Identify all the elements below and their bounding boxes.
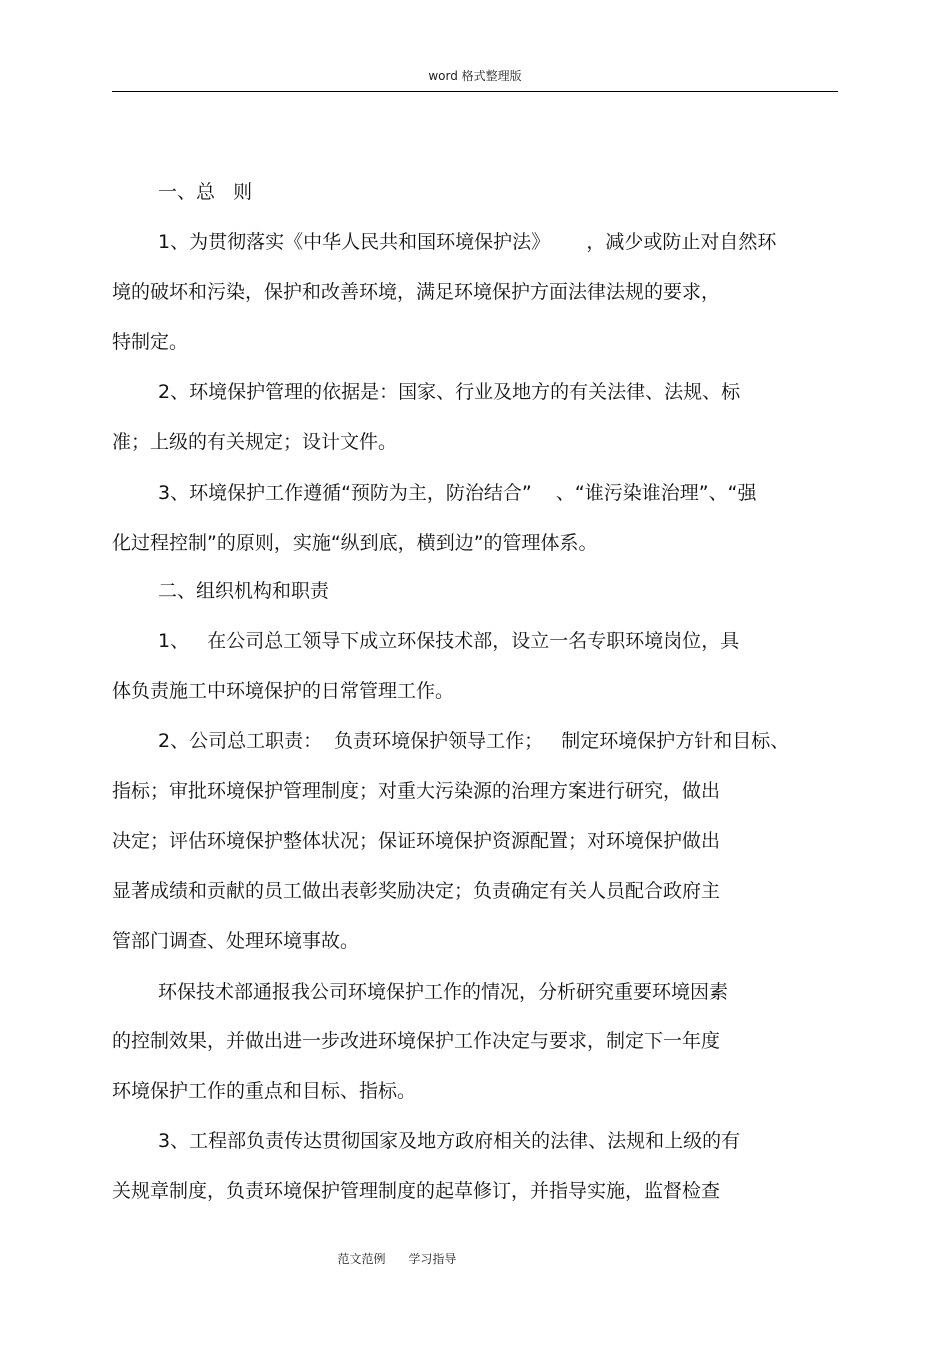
paragraph-line: 显著成绩和贡献的员工做出表彰奖励决定；负责确定有关人员配合政府主	[112, 880, 721, 902]
paragraph-line: 1、为贯彻落实《中华人民共和国环境保护法》 ，减少或防止对自然环	[158, 231, 777, 253]
page-header: word 格式整理版	[428, 69, 522, 83]
paragraph-line: 1、 在公司总工领导下成立环保技术部，设立一名专职环境岗位，具	[158, 630, 740, 652]
header-divider	[112, 91, 838, 92]
section-heading-general: 一、总 则	[158, 181, 253, 203]
paragraph-line: 管部门调查、处理环境事故。	[112, 930, 360, 952]
paragraph-line: 2、环境保护管理的依据是：国家、行业及地方的有关法律、法规、标	[158, 381, 741, 403]
paragraph-line: 环境保护工作的重点和目标、指标。	[112, 1080, 417, 1102]
paragraph-line: 体负责施工中环境保护的日常管理工作。	[112, 680, 455, 702]
paragraph-line: 环保技术部通报我公司环境保护工作的情况，分析研究重要环境因素	[158, 981, 729, 1003]
paragraph-line: 准；上级的有关规定；设计文件。	[112, 431, 398, 453]
paragraph-line: 决定；评估环境保护整体状况；保证环境保护资源配置；对环境保护做出	[112, 830, 721, 852]
paragraph-line: 关规章制度，负责环境保护管理制度的起草修订，并指导实施，监督检查	[112, 1180, 721, 1202]
paragraph-line: 化过程控制”的原则，实施“纵到底，横到边”的管理体系。	[112, 532, 598, 554]
paragraph-line: 2、公司总工职责： 负责环境保护领导工作； 制定环境保护方针和目标、	[158, 730, 790, 752]
paragraph-line: 的控制效果，并做出进一步改进环境保护工作决定与要求，制定下一年度	[112, 1030, 721, 1052]
section-heading-organization: 二、组织机构和职责	[158, 580, 330, 602]
paragraph-line: 3、工程部负责传达贯彻国家及地方政府相关的法律、法规和上级的有	[158, 1130, 741, 1152]
paragraph-line: 特制定。	[112, 331, 189, 353]
page-footer: 范文范例 学习指导	[337, 1252, 457, 1266]
paragraph-line: 境的破坏和污染，保护和改善环境，满足环境保护方面法律法规的要求，	[112, 281, 721, 303]
paragraph-line: 指标；审批环境保护管理制度；对重大污染源的治理方案进行研究，做出	[112, 780, 721, 802]
paragraph-line: 3、环境保护工作遵循“预防为主，防治结合” 、“谁污染谁治理”、“强	[158, 482, 757, 504]
